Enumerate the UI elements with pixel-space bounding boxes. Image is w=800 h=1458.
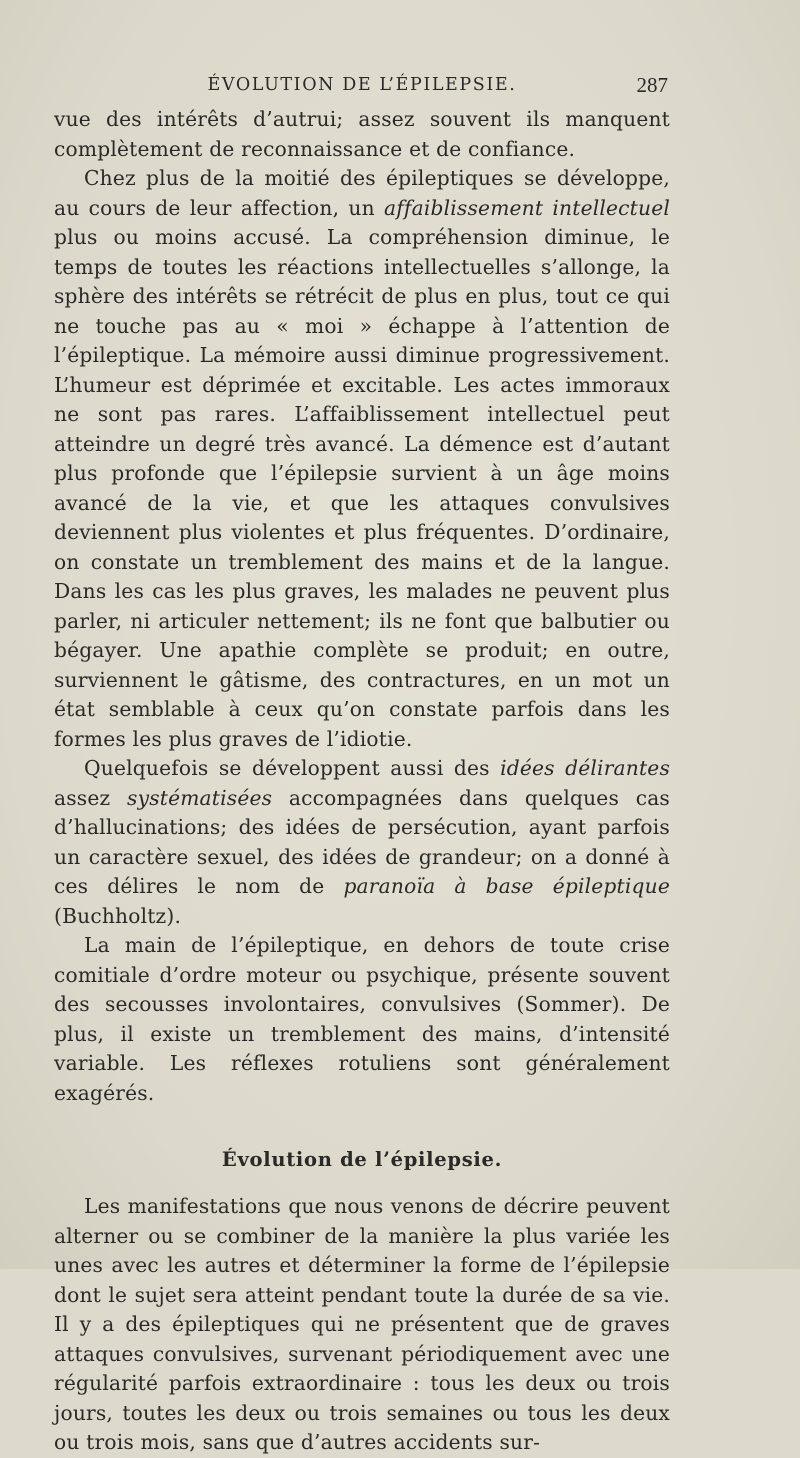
paragraph-continuation: vue des intérêts d’autrui; assez souvent ils manquent complètement de reconnaissance et de confiance. bbox=[54, 107, 670, 161]
paragraph-delusional-ideas bbox=[54, 754, 670, 931]
section-heading: Évolution de l’épilepsie. bbox=[221, 1148, 503, 1171]
page-number: 287 bbox=[636, 73, 668, 97]
text-run: (Buchholtz). bbox=[54, 903, 182, 928]
emphasis-term: systématisées bbox=[127, 785, 273, 810]
body-text bbox=[54, 105, 670, 1458]
paragraph-evolution: Les manifestations que nous venons de décrire peuvent alterner ou se combiner de la manière la plus variée les unes avec les autres et déterminer la forme de l’épilepsie dont le sujet sera atteint pendant toute la durée de sa vie. Il y a des épileptiques qui ne présentent que de graves attaques convulsives, survenant périodiquement avec une régularité parfois extraordinaire : tous les deux ou trois jours, toutes les deux ou trois semaines ou tous les deux ou trois mois, sans que d’autres accidents sur- bbox=[54, 1194, 670, 1454]
emphasis-term: idées délirantes bbox=[500, 756, 671, 780]
text-run: assez bbox=[54, 785, 128, 810]
running-header bbox=[54, 70, 670, 100]
paragraph-hand-tremor: La main de l’épileptique, en dehors de toute crise comitiale d’ordre moteur ou psychique, présente souvent des secousses involontaires, convulsives (Sommer). De plus, il existe un tremblement des mains, d’intensité variable. Les réflexes rotuliens sont généralement exagérés. bbox=[54, 933, 670, 1105]
text-run: Quelquefois se développent aussi des bbox=[84, 756, 501, 780]
paragraph-intellectual-decline bbox=[54, 164, 670, 754]
running-title: ÉVOLUTION DE L’ÉPILEPSIE. bbox=[207, 75, 517, 95]
emphasis-term: affaiblissement intellectuel bbox=[384, 195, 670, 220]
text-run: accompagnées dans quelques cas d’hallucinations; des idées de persécution, ayant parfois un caractère sexuel, des idées de grandeur; on a donné à ces délires le nom de bbox=[54, 785, 670, 898]
emphasis-term: paranoïa à base épileptique bbox=[343, 874, 670, 898]
text-run: Chez plus de la moitié des épileptiques se développe, au cours de leur affection, un bbox=[54, 166, 670, 220]
text-run: plus ou moins accusé. La compréhension diminue, le temps de toutes les réactions intellectuelles s’allonge, la sphère des intérêts se rétrécit de plus en plus, tout ce qui ne touche pas au « moi » échappe à l’attention de l’épileptique. La mémoire aussi diminue progressivement. L’humeur est déprimée et excitable. Les actes immoraux ne sont pas rares. L’affaiblissement intellectuel peut atteindre un degré très avancé. La démence est d’autant plus profonde que l’épilepsie survient à un âge moins avancé de la vie, et que les attaques convulsives deviennent plus violentes et plus fréquentes. D’ordinaire, on constate un tremblement des mains et de la langue. Dans les cas les plus graves, les malades ne peuvent plus parler, ni articuler nettement; ils ne font que balbutier ou bégayer. Une apathie complète se produit; en outre, surviennent le gâtisme, des contractures, en un mot un état semblable à ceux qu’on constate parfois dans les formes les plus graves de l’idiotie. bbox=[54, 225, 670, 751]
